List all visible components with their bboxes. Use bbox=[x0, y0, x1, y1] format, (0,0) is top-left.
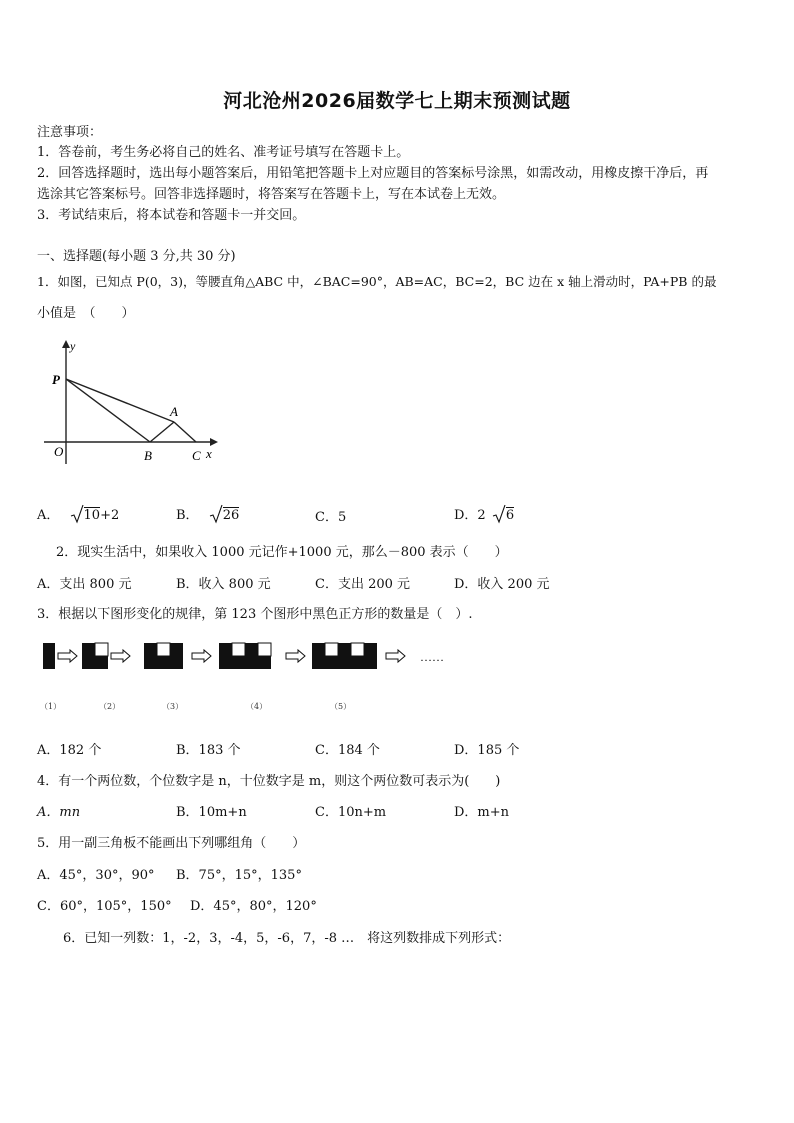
option-letter: A． bbox=[37, 508, 60, 523]
q3-option-a[interactable]: A．182 个 bbox=[37, 743, 102, 758]
q1-option-c[interactable]: C．5 bbox=[315, 510, 347, 525]
notice-item-2-line-1: 2．回答选择题时，选出每小题答案后，用铅笔把答题卡上对应题目的答案标号涂黑，如需改动，用橡皮擦干净后，再 bbox=[37, 166, 709, 181]
arrow-icon bbox=[58, 650, 77, 662]
pattern-figure-5 bbox=[312, 643, 377, 669]
radical-sign bbox=[209, 504, 223, 524]
section-heading: 一、选择题(每小题 3 分,共 30 分) bbox=[37, 249, 236, 264]
x-axis-arrow bbox=[210, 438, 218, 446]
q2-option-c[interactable]: C．支出 200 元 bbox=[315, 577, 411, 592]
q6-stem: 6．已知一列数：1，-2，3，-4，5，-6，7，-8 … 将这列数排成下列形式： bbox=[63, 931, 511, 946]
radical-sign bbox=[492, 504, 506, 524]
q4-stem: 4．有一个两位数，个位数字是 n，十位数字是 m，则这个两位数可表示为( ) bbox=[37, 774, 501, 789]
label-b: B bbox=[144, 448, 152, 463]
arrow-icon bbox=[111, 650, 130, 662]
caption-2: （2） bbox=[99, 702, 121, 711]
q5-option-b[interactable]: B．75°，15°，135° bbox=[176, 868, 302, 883]
notice-item-2-line-2: 选涂其它答案标号。回答非选择题时，将答案写在答题卡上，写在本试卷上无效。 bbox=[37, 187, 506, 202]
label-x: x bbox=[206, 446, 212, 461]
arrow-icon bbox=[286, 650, 305, 662]
q5-option-a[interactable]: A．45°，30°，90° bbox=[37, 868, 155, 883]
label-c: C bbox=[192, 448, 201, 463]
q1-option-d[interactable] bbox=[454, 504, 514, 526]
option-rest: +2 bbox=[100, 508, 120, 523]
radicand: 6 bbox=[505, 508, 515, 523]
caption-5: （5） bbox=[330, 702, 352, 711]
pattern-figure-2 bbox=[82, 643, 108, 669]
caption-1: （1） bbox=[40, 702, 62, 711]
notice-item-3: 3．考试结束后，将本试卷和答题卡一并交回。 bbox=[37, 208, 306, 223]
q2-stem: 2．现实生活中，如果收入 1000 元记作+1000 元，那么－800 表示（ ） bbox=[56, 545, 508, 560]
q4-option-b[interactable]: B．10m+n bbox=[176, 805, 247, 820]
q1-option-b[interactable] bbox=[176, 504, 239, 526]
q3-option-c[interactable]: C．184 个 bbox=[315, 743, 380, 758]
arrow-icon bbox=[386, 650, 405, 662]
segment-pb bbox=[66, 379, 150, 442]
radicand: 26 bbox=[222, 508, 240, 523]
q5-option-d[interactable]: D．45°，80°，120° bbox=[190, 899, 317, 914]
label-o: O bbox=[54, 444, 64, 459]
caption-4: （4） bbox=[246, 702, 268, 711]
pattern-figure-1 bbox=[43, 643, 55, 669]
arrow-icon bbox=[192, 650, 211, 662]
q4-option-c[interactable]: C．10n+m bbox=[315, 805, 387, 820]
pattern-ellipsis: …… bbox=[420, 650, 444, 664]
q4-option-a[interactable]: A．mn bbox=[37, 805, 81, 820]
q1-option-a[interactable] bbox=[37, 504, 119, 526]
option-letter: D．2 bbox=[454, 508, 486, 523]
caption-3: （3） bbox=[162, 702, 184, 711]
q2-option-b[interactable]: B．收入 800 元 bbox=[176, 577, 271, 592]
q5-option-c[interactable]: C．60°，105°，150° bbox=[37, 899, 172, 914]
page-title: 河北沧州2026届数学七上期末预测试题 bbox=[223, 90, 571, 112]
q1-stem-line-2: 小值是 （ ） bbox=[37, 306, 135, 321]
q2-option-d[interactable]: D．收入 200 元 bbox=[454, 577, 550, 592]
q2-option-a[interactable]: A．支出 800 元 bbox=[37, 577, 132, 592]
pattern-figure-4 bbox=[219, 643, 271, 669]
q3-pattern-figure bbox=[38, 640, 458, 674]
label-p: P bbox=[52, 372, 60, 387]
segment-pa bbox=[66, 379, 174, 422]
option-letter: B． bbox=[176, 508, 199, 523]
y-axis-arrow bbox=[62, 340, 70, 348]
notice-heading: 注意事项： bbox=[37, 125, 103, 140]
q3-option-b[interactable]: B．183 个 bbox=[176, 743, 241, 758]
radical-sign bbox=[70, 504, 84, 524]
pattern-figure-3 bbox=[144, 643, 183, 669]
q4-option-d[interactable]: D．m+n bbox=[454, 805, 510, 820]
q3-stem: 3．根据以下图形变化的规律，第 123 个图形中黑色正方形的数量是（ ）. bbox=[37, 607, 473, 622]
q3-option-d[interactable]: D．185 个 bbox=[454, 743, 520, 758]
label-y: y bbox=[70, 339, 76, 353]
notice-item-1: 1．答卷前，考生务必将自己的姓名、准考证号填写在答题卡上。 bbox=[37, 145, 410, 160]
q5-stem: 5．用一副三角板不能画出下列哪组角（ ） bbox=[37, 836, 306, 851]
label-a: A bbox=[170, 404, 178, 419]
radicand: 10 bbox=[83, 508, 101, 523]
q1-coordinate-figure bbox=[38, 336, 228, 466]
segment-ba bbox=[150, 422, 174, 442]
q1-stem-line-1: 1．如图，已知点 P(0，3)，等腰直角△ABC 中，∠BAC=90°，AB=AC，BC=2，BC 边在 x 轴上滑动时，PA+PB 的最 bbox=[37, 274, 717, 289]
segment-ac bbox=[174, 422, 196, 442]
